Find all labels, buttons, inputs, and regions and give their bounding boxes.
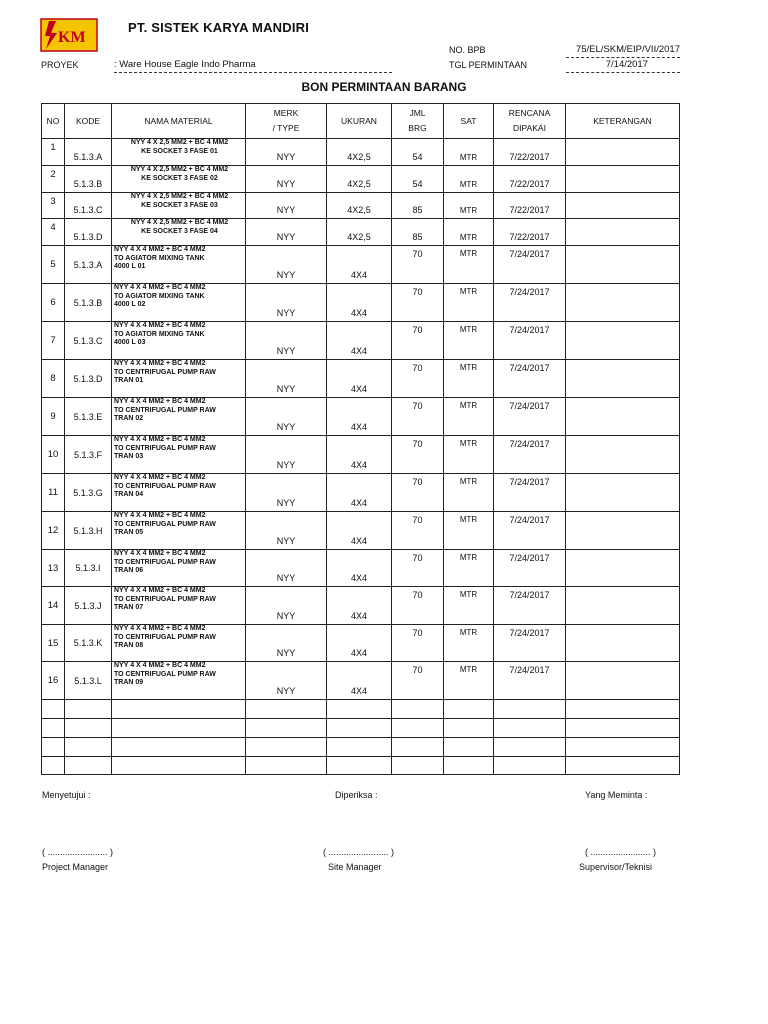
nama-line: NYY 4 X 4 MM2 + BC 4 MM2: [114, 284, 206, 291]
row-rencana: 7/22/2017: [494, 193, 566, 219]
row-ukuran: 4X4: [327, 662, 392, 700]
row-ukuran: 4X4: [327, 360, 392, 398]
row-ukuran: 4X4: [327, 512, 392, 550]
empty-cell: [112, 738, 246, 757]
row-sat: MTR: [444, 360, 494, 398]
nama-line: NYY 4 X 4 MM2 + BC 4 MM2: [114, 322, 206, 329]
empty-row: [42, 700, 680, 719]
row-rencana: 7/24/2017: [494, 322, 566, 360]
col-no: NO: [42, 104, 65, 139]
nama-line: TRAN 03: [114, 453, 144, 461]
empty-row: [42, 757, 680, 775]
empty-cell: [392, 757, 444, 775]
nama-line: NYY 4 X 4 MM2 + BC 4 MM2: [114, 246, 206, 253]
row-merk: NYY: [246, 246, 327, 284]
table-row: [42, 284, 680, 322]
row-keterangan: [566, 284, 680, 322]
nama-line: KE SOCKET 3 FASE 01: [141, 147, 218, 155]
empty-cell: [65, 738, 112, 757]
row-ukuran: 4X4: [327, 587, 392, 625]
col-kode: KODE: [65, 104, 112, 139]
table-row: [42, 139, 680, 166]
row-nama-material: [112, 587, 246, 625]
row-jml: 70: [392, 436, 444, 474]
row-no: 7: [42, 322, 65, 360]
nama-line: TRAN 06: [114, 567, 144, 575]
bpb-value: 75/EL/SKM/EIP/VII/2017: [575, 44, 680, 55]
nama-line: TO CENTRIFUGAL PUMP RAW: [114, 444, 216, 452]
nama-line: NYY 4 X 4 MM2 + BC 4 MM2: [114, 436, 206, 443]
col-jml-line1: JML: [409, 108, 426, 118]
col-merk-line1: MERK: [273, 108, 299, 118]
row-rencana: 7/24/2017: [494, 662, 566, 700]
col-jml-line2: BRG: [408, 123, 427, 133]
empty-cell: [112, 757, 246, 775]
empty-cell: [327, 700, 392, 719]
yang-meminta-label: Yang Meminta :: [585, 790, 648, 800]
col-rencana-line2: DIPAKAI: [513, 123, 546, 133]
tgl-label: TGL PERMINTAAN: [449, 60, 528, 70]
nama-line: NYY 4 X 4 MM2 + BC 4 MM2: [114, 550, 206, 557]
table-row: [42, 550, 680, 587]
row-rencana: 7/22/2017: [494, 166, 566, 193]
row-merk: NYY: [246, 436, 327, 474]
table-row: [42, 436, 680, 474]
row-jml: 70: [392, 587, 444, 625]
row-keterangan: [566, 166, 680, 193]
row-jml: 54: [392, 139, 444, 166]
nama-line: NYY 4 X 2,5 MM2 + BC 4 MM2: [130, 219, 229, 226]
company-name: PT. SISTEK KARYA MANDIRI: [128, 20, 310, 35]
proyek-value: : Ware House Eagle Indo Pharma: [114, 59, 256, 70]
row-jml: 54: [392, 166, 444, 193]
nama-line: NYY 4 X 4 MM2 + BC 4 MM2: [114, 512, 206, 519]
row-keterangan: [566, 193, 680, 219]
row-kode: 5.1.3.C: [65, 193, 112, 219]
empty-cell: [246, 757, 327, 775]
empty-cell: [112, 719, 246, 738]
row-nama-material: [112, 474, 246, 512]
row-no: 2: [42, 166, 65, 193]
row-sat: MTR: [444, 139, 494, 166]
supervisor-label: Supervisor/Teknisi: [579, 862, 653, 872]
nama-line: TRAN 05: [114, 529, 144, 537]
row-no: 4: [42, 219, 65, 246]
row-keterangan: [566, 550, 680, 587]
table-header-row: [42, 104, 680, 139]
row-kode: 5.1.3.E: [65, 398, 112, 436]
empty-cell: [566, 719, 680, 738]
row-jml: 70: [392, 625, 444, 662]
nama-line: NYY 4 X 2,5 MM2 + BC 4 MM2: [130, 166, 229, 173]
col-merk-line2: / TYPE: [272, 123, 300, 133]
row-kode: 5.1.3.A: [65, 246, 112, 284]
row-rencana: 7/24/2017: [494, 512, 566, 550]
row-rencana: 7/22/2017: [494, 219, 566, 246]
nama-line: KE SOCKET 3 FASE 02: [141, 174, 218, 182]
empty-cell: [444, 738, 494, 757]
nama-line: TO AGIATOR MIXING TANK: [114, 330, 205, 338]
nama-line: NYY 4 X 4 MM2 + BC 4 MM2: [114, 662, 206, 669]
row-kode: 5.1.3.K: [65, 625, 112, 662]
nama-line: NYY 4 X 4 MM2 + BC 4 MM2: [114, 360, 206, 367]
nama-line: 4000 L 01: [114, 263, 146, 271]
table-row: [42, 219, 680, 246]
row-jml: 85: [392, 219, 444, 246]
empty-cell: [246, 738, 327, 757]
nama-line: TO CENTRIFUGAL PUMP RAW: [114, 520, 216, 528]
nama-line: TRAN 08: [114, 642, 144, 650]
nama-line: NYY 4 X 4 MM2 + BC 4 MM2: [114, 625, 206, 632]
nama-line: TO CENTRIFUGAL PUMP RAW: [114, 558, 216, 566]
row-sat: MTR: [444, 587, 494, 625]
row-ukuran: 4X4: [327, 322, 392, 360]
col-merk: [246, 104, 327, 139]
nama-line: TO CENTRIFUGAL PUMP RAW: [114, 406, 216, 414]
row-jml: 70: [392, 550, 444, 587]
row-kode: 5.1.3.B: [65, 166, 112, 193]
empty-cell: [65, 757, 112, 775]
row-nama-material: [112, 625, 246, 662]
row-ukuran: 4X2,5: [327, 166, 392, 193]
row-merk: NYY: [246, 474, 327, 512]
nama-line: TRAN 09: [114, 679, 144, 687]
col-rencana: [494, 104, 566, 139]
project-manager-label: Project Manager: [42, 862, 109, 872]
table-row: [42, 587, 680, 625]
sup-signature-blank: ( ........................ ): [585, 847, 657, 857]
empty-cell: [42, 719, 65, 738]
nama-line: TRAN 07: [114, 604, 144, 612]
table-row: [42, 193, 680, 219]
bpb-underline: [566, 57, 680, 58]
row-no: 8: [42, 360, 65, 398]
nama-line: KE SOCKET 3 FASE 03: [141, 201, 218, 209]
bpb-label: NO. BPB: [449, 45, 486, 55]
row-nama-material: [112, 193, 246, 219]
empty-cell: [566, 738, 680, 757]
row-sat: MTR: [444, 512, 494, 550]
empty-row: [42, 719, 680, 738]
nama-line: TO CENTRIFUGAL PUMP RAW: [114, 368, 216, 376]
row-kode: 5.1.3.F: [65, 436, 112, 474]
row-no: 13: [42, 550, 65, 587]
row-sat: MTR: [444, 322, 494, 360]
table-row: [42, 398, 680, 436]
row-merk: NYY: [246, 662, 327, 700]
row-kode: 5.1.3.A: [65, 139, 112, 166]
empty-cell: [444, 700, 494, 719]
diperiksa-label: Diperiksa :: [335, 790, 378, 800]
table-row: [42, 246, 680, 284]
row-ukuran: 4X4: [327, 436, 392, 474]
row-rencana: 7/24/2017: [494, 625, 566, 662]
row-ukuran: 4X4: [327, 398, 392, 436]
row-keterangan: [566, 360, 680, 398]
table-row: [42, 322, 680, 360]
row-nama-material: [112, 398, 246, 436]
nama-line: NYY 4 X 4 MM2 + BC 4 MM2: [114, 587, 206, 594]
row-sat: MTR: [444, 662, 494, 700]
row-rencana: 7/24/2017: [494, 550, 566, 587]
row-sat: MTR: [444, 550, 494, 587]
row-ukuran: 4X2,5: [327, 139, 392, 166]
row-no: 10: [42, 436, 65, 474]
empty-cell: [494, 757, 566, 775]
nama-line: TO AGIATOR MIXING TANK: [114, 292, 205, 300]
row-nama-material: [112, 219, 246, 246]
row-jml: 70: [392, 474, 444, 512]
tgl-value: 7/14/2017: [605, 59, 648, 70]
empty-cell: [246, 700, 327, 719]
row-ukuran: 4X2,5: [327, 219, 392, 246]
row-ukuran: 4X4: [327, 246, 392, 284]
empty-cell: [494, 719, 566, 738]
nama-line: TO CENTRIFUGAL PUMP RAW: [114, 670, 216, 678]
row-nama-material: [112, 512, 246, 550]
row-kode: 5.1.3.C: [65, 322, 112, 360]
row-keterangan: [566, 474, 680, 512]
row-nama-material: [112, 139, 246, 166]
sm-signature-blank: ( ........................ ): [323, 847, 395, 857]
row-rencana: 7/24/2017: [494, 398, 566, 436]
empty-cell: [566, 757, 680, 775]
row-nama-material: [112, 436, 246, 474]
row-jml: 70: [392, 512, 444, 550]
row-merk: NYY: [246, 166, 327, 193]
row-ukuran: 4X2,5: [327, 193, 392, 219]
proyek-label: PROYEK: [41, 60, 79, 70]
row-merk: NYY: [246, 193, 327, 219]
row-rencana: 7/22/2017: [494, 139, 566, 166]
row-nama-material: [112, 284, 246, 322]
pm-signature-blank: ( ........................ ): [42, 847, 114, 857]
row-merk: NYY: [246, 360, 327, 398]
row-merk: NYY: [246, 512, 327, 550]
row-sat: MTR: [444, 166, 494, 193]
col-nama-material: NAMA MATERIAL: [112, 104, 246, 139]
row-ukuran: 4X4: [327, 284, 392, 322]
empty-cell: [444, 757, 494, 775]
empty-cell: [42, 700, 65, 719]
row-sat: MTR: [444, 436, 494, 474]
empty-cell: [327, 719, 392, 738]
row-no: 1: [42, 139, 65, 166]
row-nama-material: [112, 246, 246, 284]
nama-line: TO CENTRIFUGAL PUMP RAW: [114, 595, 216, 603]
row-nama-material: [112, 322, 246, 360]
nama-line: 4000 L 03: [114, 339, 146, 347]
nama-line: TO AGIATOR MIXING TANK: [114, 254, 205, 262]
row-keterangan: [566, 246, 680, 284]
row-keterangan: [566, 219, 680, 246]
material-table: [41, 103, 680, 775]
row-no: 12: [42, 512, 65, 550]
row-no: 6: [42, 284, 65, 322]
row-no: 5: [42, 246, 65, 284]
row-jml: 70: [392, 284, 444, 322]
empty-cell: [494, 700, 566, 719]
table-row: [42, 360, 680, 398]
col-rencana-line1: RENCANA: [508, 108, 551, 118]
row-keterangan: [566, 398, 680, 436]
row-keterangan: [566, 512, 680, 550]
row-rencana: 7/24/2017: [494, 284, 566, 322]
col-keterangan: KETERANGAN: [566, 104, 680, 139]
row-no: 15: [42, 625, 65, 662]
row-no: 16: [42, 662, 65, 700]
tgl-underline: [566, 72, 680, 73]
empty-cell: [392, 700, 444, 719]
document-title: BON PERMINTAAN BARANG: [301, 80, 467, 94]
empty-cell: [444, 719, 494, 738]
row-merk: NYY: [246, 139, 327, 166]
empty-cell: [42, 738, 65, 757]
row-kode: 5.1.3.H: [65, 512, 112, 550]
nama-line: NYY 4 X 4 MM2 + BC 4 MM2: [114, 398, 206, 405]
empty-cell: [112, 700, 246, 719]
row-kode: 5.1.3.I: [65, 550, 112, 587]
row-merk: NYY: [246, 322, 327, 360]
row-kode: 5.1.3.L: [65, 662, 112, 700]
row-jml: 70: [392, 398, 444, 436]
row-kode: 5.1.3.J: [65, 587, 112, 625]
nama-line: TRAN 04: [114, 491, 144, 499]
row-merk: NYY: [246, 587, 327, 625]
menyetujui-label: Menyetujui :: [42, 790, 91, 800]
row-rencana: 7/24/2017: [494, 587, 566, 625]
nama-line: NYY 4 X 4 MM2 + BC 4 MM2: [114, 474, 206, 481]
row-sat: MTR: [444, 246, 494, 284]
empty-cell: [494, 738, 566, 757]
row-ukuran: 4X4: [327, 550, 392, 587]
row-sat: MTR: [444, 284, 494, 322]
empty-cell: [65, 700, 112, 719]
nama-line: TO CENTRIFUGAL PUMP RAW: [114, 633, 216, 641]
row-sat: MTR: [444, 219, 494, 246]
row-merk: NYY: [246, 219, 327, 246]
company-logo: [40, 18, 98, 52]
row-rencana: 7/24/2017: [494, 436, 566, 474]
nama-line: TO CENTRIFUGAL PUMP RAW: [114, 482, 216, 490]
row-merk: NYY: [246, 284, 327, 322]
row-keterangan: [566, 662, 680, 700]
row-sat: MTR: [444, 474, 494, 512]
row-jml: 70: [392, 246, 444, 284]
table-row: [42, 662, 680, 700]
col-jml: [392, 104, 444, 139]
empty-cell: [65, 719, 112, 738]
row-merk: NYY: [246, 398, 327, 436]
row-rencana: 7/24/2017: [494, 474, 566, 512]
row-keterangan: [566, 625, 680, 662]
row-kode: 5.1.3.D: [65, 219, 112, 246]
empty-row: [42, 738, 680, 757]
row-keterangan: [566, 322, 680, 360]
col-sat: SAT: [444, 104, 494, 139]
table-row: [42, 625, 680, 662]
row-rencana: 7/24/2017: [494, 360, 566, 398]
row-nama-material: [112, 662, 246, 700]
row-no: 3: [42, 193, 65, 219]
site-manager-label: Site Manager: [328, 862, 382, 872]
nama-line: NYY 4 X 2,5 MM2 + BC 4 MM2: [130, 139, 229, 146]
row-jml: 85: [392, 193, 444, 219]
row-kode: 5.1.3.D: [65, 360, 112, 398]
empty-cell: [392, 738, 444, 757]
row-keterangan: [566, 436, 680, 474]
table-row: [42, 166, 680, 193]
row-nama-material: [112, 360, 246, 398]
nama-line: NYY 4 X 2,5 MM2 + BC 4 MM2: [130, 193, 229, 200]
row-ukuran: 4X4: [327, 474, 392, 512]
row-jml: 70: [392, 662, 444, 700]
row-merk: NYY: [246, 625, 327, 662]
empty-cell: [42, 757, 65, 775]
nama-line: 4000 L 02: [114, 301, 146, 309]
row-nama-material: [112, 550, 246, 587]
row-rencana: 7/24/2017: [494, 246, 566, 284]
row-no: 11: [42, 474, 65, 512]
table-row: [42, 512, 680, 550]
nama-line: KE SOCKET 3 FASE 04: [141, 227, 218, 235]
row-sat: MTR: [444, 193, 494, 219]
row-nama-material: [112, 166, 246, 193]
row-kode: 5.1.3.B: [65, 284, 112, 322]
proyek-underline: [114, 72, 392, 73]
row-ukuran: 4X4: [327, 625, 392, 662]
row-no: 9: [42, 398, 65, 436]
row-sat: MTR: [444, 398, 494, 436]
row-keterangan: [566, 587, 680, 625]
nama-line: TRAN 02: [114, 415, 144, 423]
row-kode: 5.1.3.G: [65, 474, 112, 512]
empty-cell: [327, 757, 392, 775]
empty-cell: [392, 719, 444, 738]
empty-cell: [566, 700, 680, 719]
row-jml: 70: [392, 322, 444, 360]
empty-cell: [246, 719, 327, 738]
logo-text: KM: [58, 29, 86, 46]
row-merk: NYY: [246, 550, 327, 587]
row-keterangan: [566, 139, 680, 166]
col-ukuran: UKURAN: [327, 104, 392, 139]
empty-cell: [327, 738, 392, 757]
row-sat: MTR: [444, 625, 494, 662]
nama-line: TRAN 01: [114, 377, 144, 385]
table-row: [42, 474, 680, 512]
row-no: 14: [42, 587, 65, 625]
row-jml: 70: [392, 360, 444, 398]
